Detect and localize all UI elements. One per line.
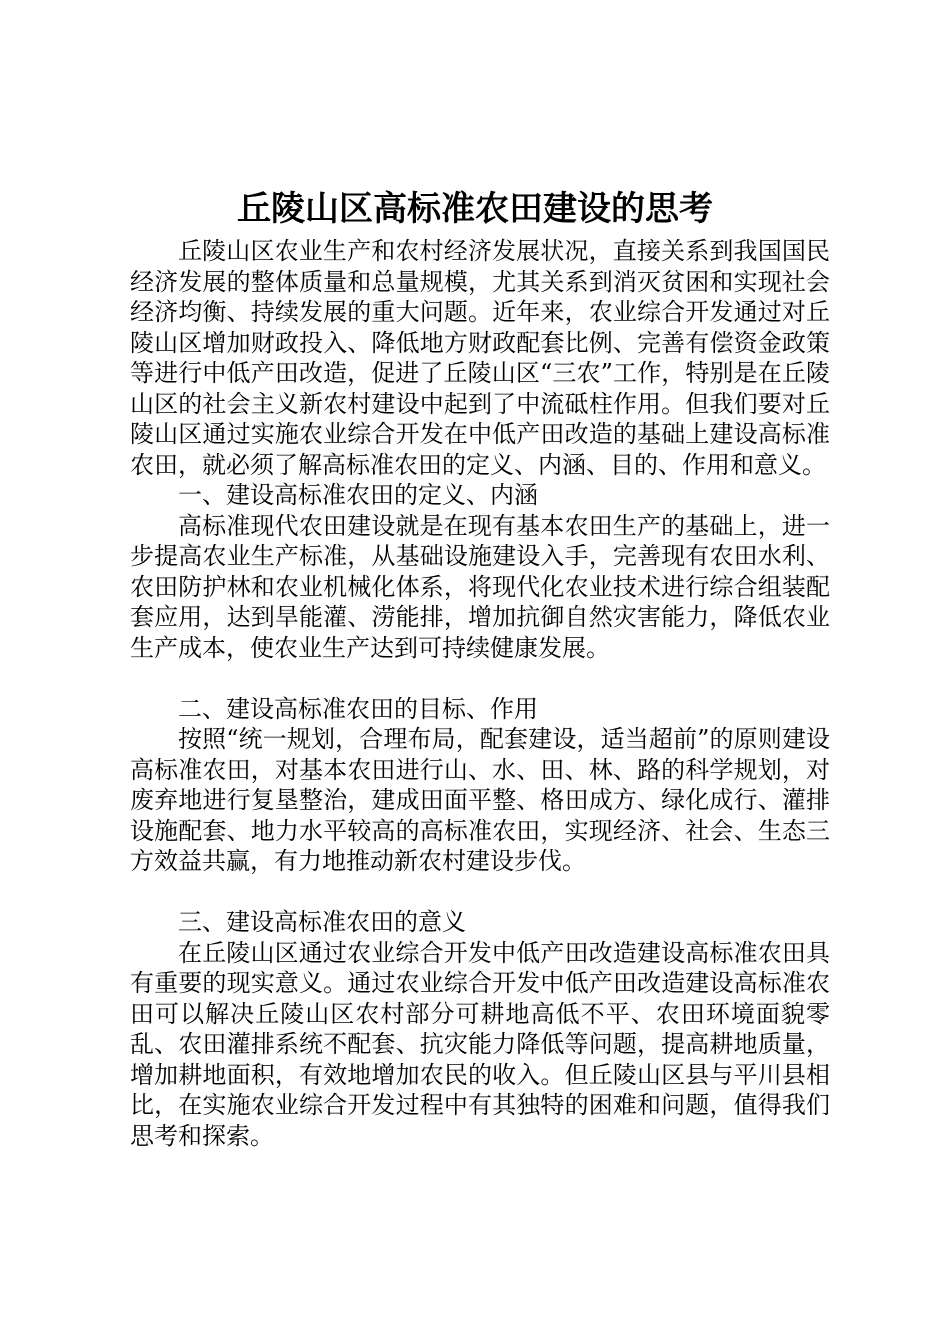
section-2-heading: 二、建设高标准农田的目标、作用 [178, 694, 538, 723]
section-3-heading: 三、建设高标准农田的意义 [178, 908, 466, 936]
document-body [130, 236, 830, 1151]
intro-paragraph: 丘陵山区农业生产和农村经济发展状况，直接关系到我国国民经济发展的整体质量和总量规模，尤其关系到消灭贫困和实现社会经济均衡、持续发展的重大问题。近年来，农业综合开发通过对丘陵山区增加财政投入、降低地方财政配套比例、完善有偿资金政策等进行中低产田改造，促进了丘陵山区“三农”工作，特别是在丘陵山区的社会主义新农村建设中起到了中流砥柱作用。但我们要对丘陵山区通过实施农业综合开发在中低产田改造的基础上建设高标准农田，就必须了解高标准农田的定义、内涵、目的、作用和意义。 [130, 237, 830, 479]
blank-line [130, 877, 830, 908]
section-1-paragraph: 高标准现代农田建设就是在现有基本农田生产的基础上，进一步提高农业生产标准，从基础设施建设入手，完善现有农田水利、农田防护林和农业机械化体系，将现代化农业技术进行综合组装配套应用，达到旱能灌、涝能排，增加抗御自然灾害能力，降低农业生产成本，使农业生产达到可持续健康发展。 [130, 511, 830, 662]
section-2-paragraph: 按照“统一规划，合理布局，配套建设，适当超前”的原则建设高标准农田，对基本农田进行山、水、田、林、路的科学规划，对废弃地进行复垦整治，建成田面平整、格田成方、绿化成行、灌排设施配套、地力水平较高的高标准农田，实现经济、社会、生态三方效益共赢，有力地推动新农村建设步伐。 [130, 725, 830, 875]
section-1-heading: 一、建设高标准农田的定义、内涵 [178, 481, 538, 509]
section-3-paragraph: 在丘陵山区通过农业综合开发中低产田改造建设高标准农田具有重要的现实意义。通过农业综合开发中低产田改造建设高标准农田可以解决丘陵山区农村部分可耕地高低不平、农田环境面貌零乱、农田灌排系统不配套、抗灾能力降低等问题，提高耕地质量，增加耕地面积，有效地增加农民的收入。但丘陵山区县与平川县相比，在实施农业综合开发过程中有其独特的困难和问题，值得我们思考和探索。 [130, 938, 830, 1150]
document-title: 丘陵山区高标准农田建设的思考 [237, 189, 713, 229]
blank-line [130, 663, 830, 694]
